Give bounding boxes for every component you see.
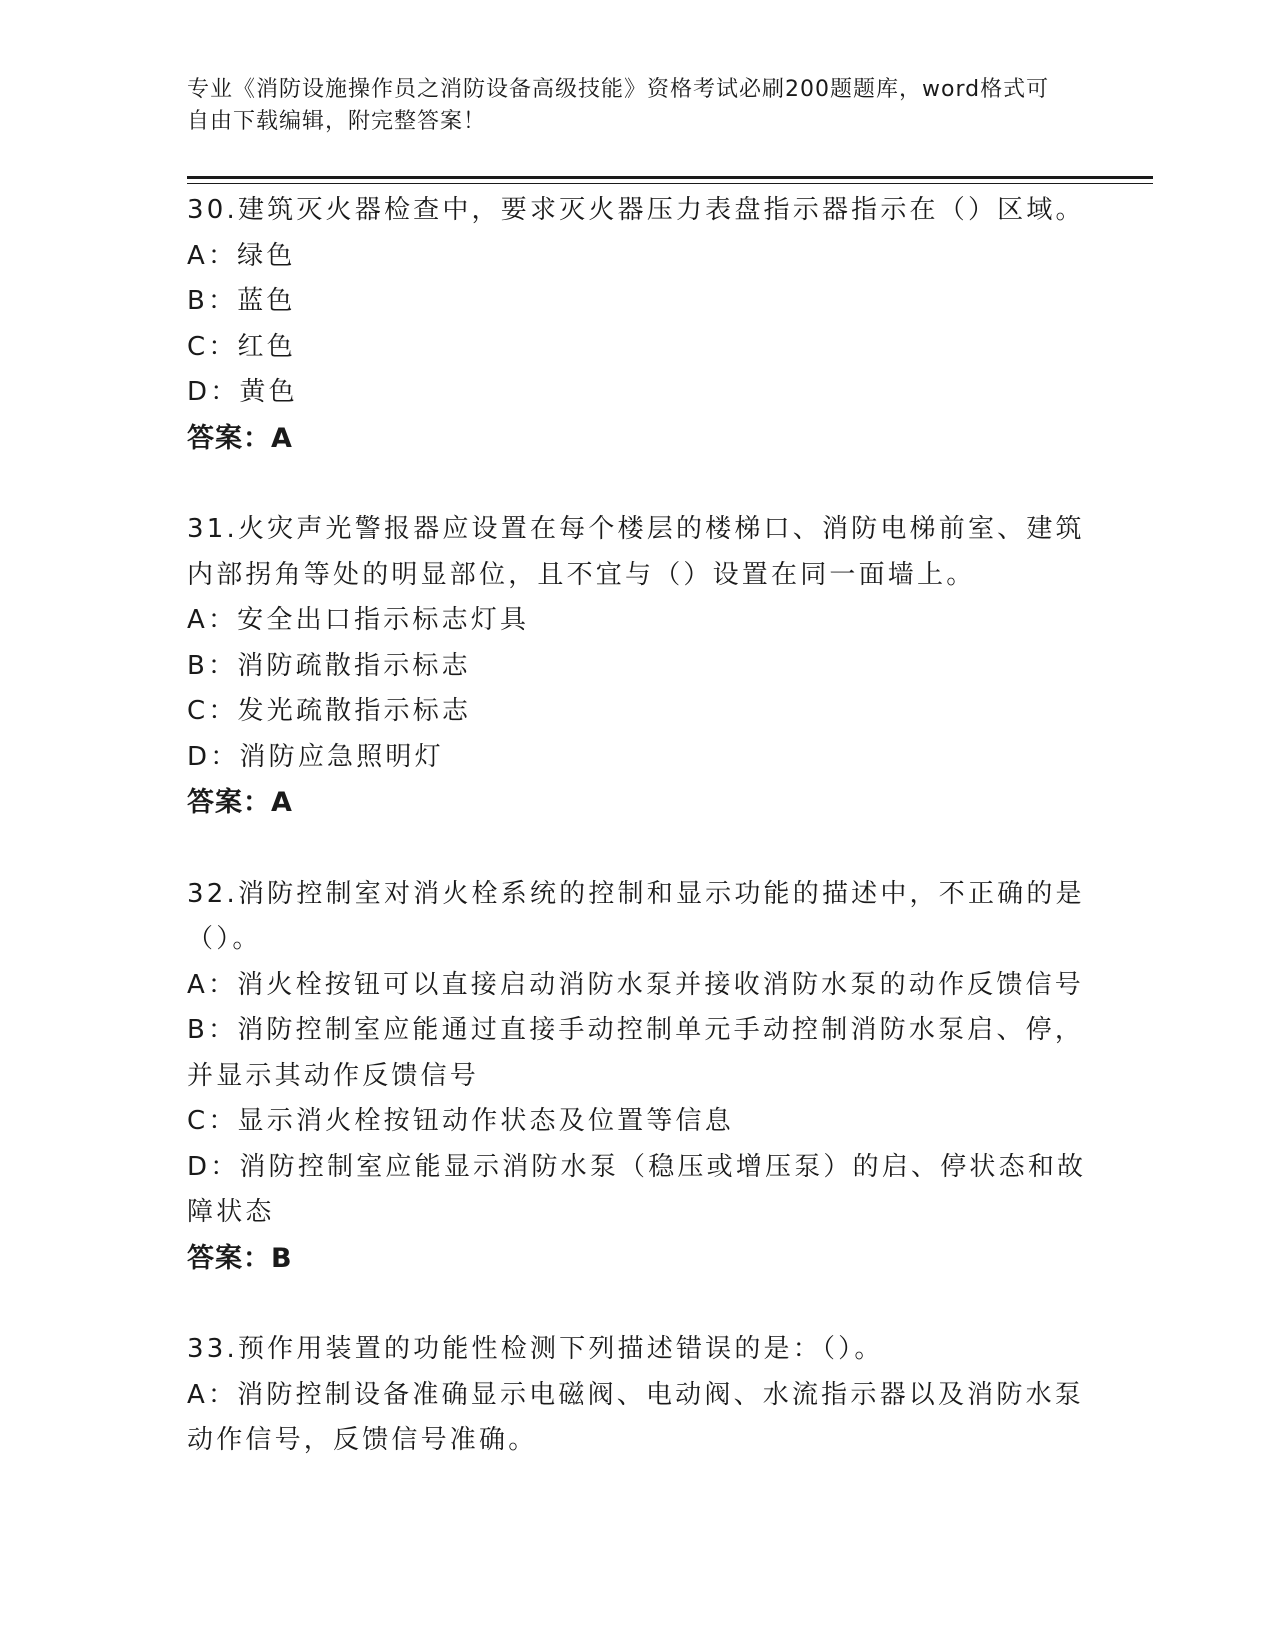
question-33 [187, 1327, 1087, 1464]
document-header: 专业《消防设施操作员之消防设备高级技能》资格考试必刷200题题库，word格式可自由下载编辑，附完整答案！ [187, 77, 1050, 134]
option-b: B：蓝色 [187, 286, 296, 316]
question-32 [187, 872, 1087, 1282]
option-d: D：黄色 [187, 377, 298, 407]
option-a: A：消防控制设备准确显示电磁阀、电动阀、水流指示器以及消防水泵动作信号，反馈信号准确。 [187, 1379, 1084, 1455]
option-d: D：消防控制室应能显示消防水泵（稳压或增压泵）的启、停状态和故障状态 [187, 1151, 1087, 1227]
option-c: C：显示消火栓按钮动作状态及位置等信息 [187, 1106, 734, 1136]
answer: 答案：A [187, 787, 293, 818]
option-b: B：消防控制室应能通过直接手动控制单元手动控制消防水泵启、停，并显示其动作反馈信号 [187, 1015, 1085, 1091]
question-stem: 31.火灾声光警报器应设置在每个楼层的楼梯口、消防电梯前室、建筑内部拐角等处的明显部位，且不宜与（）设置在同一面墙上。 [187, 514, 1085, 590]
option-a: A：绿色 [187, 240, 296, 271]
question-stem: 33.预作用装置的功能性检测下列描述错误的是：（）。 [187, 1334, 884, 1364]
answer: 答案：B [187, 1242, 293, 1274]
option-c: C：红色 [187, 331, 296, 362]
header-divider-thin [187, 183, 1153, 184]
header-divider-thick [187, 176, 1153, 179]
option-a: A：安全出口指示标志灯具 [187, 605, 530, 635]
question-30 [187, 188, 1087, 461]
option-d: D：消防应急照明灯 [187, 741, 444, 772]
question-list [187, 188, 1087, 1510]
question-31 [187, 507, 1087, 826]
option-b: B：消防疏散指示标志 [187, 650, 471, 681]
question-stem: 32.消防控制室对消火栓系统的控制和显示功能的描述中，不正确的是（）。 [187, 878, 1085, 954]
option-a: A：消火栓按钮可以直接启动消防水泵并接收消防水泵的动作反馈信号 [187, 969, 1084, 1000]
answer: 答案：A [187, 422, 293, 454]
option-c: C：发光疏散指示标志 [187, 696, 472, 726]
question-stem: 30.建筑灭火器检查中，要求灭火器压力表盘指示器指示在（）区域。 [187, 195, 1085, 225]
